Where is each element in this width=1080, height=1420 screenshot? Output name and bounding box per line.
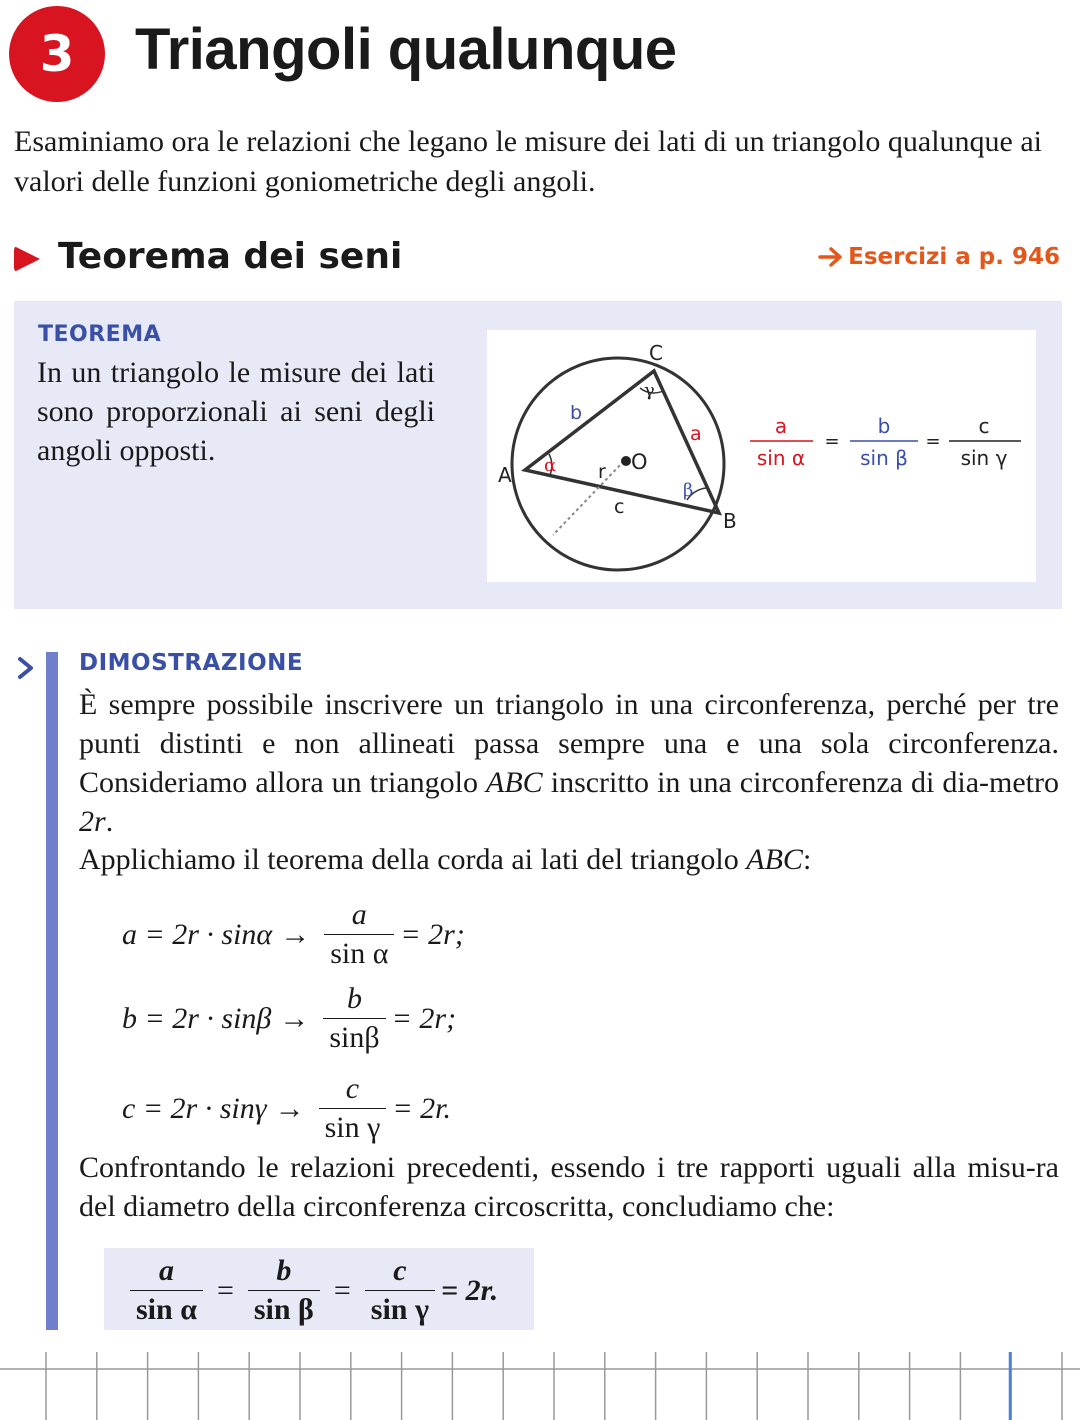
eq3-arrow: →: [274, 1091, 305, 1125]
demo-p2-abc: ABC: [746, 843, 803, 876]
arrow-right-icon: [818, 246, 844, 268]
final-den-b: sin β: [248, 1290, 320, 1327]
final-eq-2: =: [333, 1273, 351, 1307]
vertex-c-label: C: [649, 341, 663, 365]
demo-p1-a: È sempre possibile inscrivere un triangolo in una circonferenza, perché per tre punti distinti e non allineati passa sempre una e una sola circonferenza. Consideriamo allora un triangolo: [79, 688, 1059, 799]
formula-num-a: a: [774, 414, 788, 438]
final-frac-a: [130, 1254, 203, 1327]
demo-p1-b: inscritto in una circonferenza di dia-metro: [542, 766, 1059, 799]
demo-side-bar: [46, 652, 58, 1330]
chevron-right-icon: [16, 656, 36, 680]
eq1-fraction: [324, 898, 394, 971]
demo-p1-abc: ABC: [486, 766, 543, 799]
angle-beta-label: β: [683, 480, 694, 501]
theorem-text: In un triangolo le misure dei lati sono proporzionali ai seni degli angoli opposti.: [37, 356, 435, 467]
exercises-link-label: Esercizi a p. 946: [848, 244, 1060, 270]
eq3-fraction: [319, 1072, 387, 1145]
demo-p1-end: .: [105, 805, 114, 838]
demo-label: DIMOSTRAZIONE: [79, 650, 304, 676]
demo-paragraph-2: [79, 840, 1059, 879]
angle-gamma-label: γ: [644, 380, 655, 401]
final-num-c: c: [393, 1254, 407, 1287]
final-den-c: sin γ: [365, 1290, 435, 1327]
eq3-num: c: [345, 1072, 360, 1105]
eq2-arrow: →: [279, 1001, 310, 1035]
formula-num-c: c: [978, 414, 990, 438]
side-b-label: b: [570, 402, 583, 424]
side-a-label: a: [690, 423, 702, 445]
final-num-a: a: [158, 1254, 174, 1287]
intro-paragraph: Esaminiamo ora le relazioni che legano le misure dei lati di un triangolo qualunque ai valori delle funzioni goniometriche degli angoli.: [14, 125, 1042, 198]
circumcircle-diagram: [487, 330, 1036, 582]
subsection-title: Teorema dei seni: [58, 236, 403, 277]
final-formula: [124, 1254, 498, 1327]
side-c-label: c: [614, 496, 625, 518]
vertex-a-label: A: [498, 463, 512, 487]
eq1-arrow: →: [280, 917, 311, 951]
formula-den-b: sin β: [860, 446, 908, 470]
formula-den-c: sin γ: [960, 446, 1008, 470]
vertex-b-label: B: [723, 509, 737, 533]
ruler-grid: [0, 1352, 1080, 1420]
equation-row-3: [122, 1072, 451, 1145]
eq1-rhs: = 2r;: [400, 917, 465, 951]
section-title: Triangoli qualunque: [135, 17, 677, 82]
eq2-num: b: [347, 982, 363, 1015]
eq2-rhs: = 2r;: [391, 1001, 457, 1035]
eq2-fraction: [323, 982, 385, 1055]
angle-alpha-label: α: [544, 455, 557, 476]
figure-panel: [487, 330, 1036, 582]
final-eq-1: =: [216, 1273, 234, 1307]
final-rhs: = 2r.: [441, 1273, 499, 1307]
subsection-bullet-icon: [14, 246, 40, 272]
conclusion-paragraph: Confrontando le relazioni precedenti, essendo i tre rapporti uguali alla misu-ra del diametro della circonferenza circoscritta, concludiamo che:: [79, 1151, 1059, 1223]
radius-r-label: r: [598, 461, 606, 483]
eq2-lhs: b = 2r · sinβ: [122, 1001, 272, 1035]
equation-row-2: [122, 982, 456, 1055]
eq1-den: sin α: [324, 934, 394, 971]
formula-eq-1: =: [824, 431, 840, 452]
final-num-b: b: [276, 1254, 292, 1287]
demo-paragraph-1: [79, 685, 1059, 841]
demo-p1-2r: 2r: [79, 805, 106, 838]
eq3-lhs: c = 2r · sinγ: [122, 1091, 267, 1125]
eq1-lhs: a = 2r · sinα: [122, 917, 273, 951]
demo-p2-a: Applichiamo il teorema della corda ai lati del triangolo: [79, 843, 747, 876]
exercises-link[interactable]: [818, 244, 1060, 270]
center-o-label: O: [631, 450, 648, 474]
formula-den-a: sin α: [756, 446, 806, 470]
equation-row-1: [122, 898, 465, 971]
eq2-den: sinβ: [323, 1018, 385, 1055]
theorem-label: TEOREMA: [38, 322, 162, 347]
eq3-den: sin γ: [319, 1108, 387, 1145]
final-frac-c: [365, 1254, 435, 1327]
eq1-num: a: [351, 898, 367, 931]
demo-p2-end: :: [802, 843, 812, 876]
center-point: [621, 456, 631, 466]
final-den-a: sin α: [130, 1290, 203, 1327]
final-frac-b: [248, 1254, 320, 1327]
formula-eq-2: =: [925, 431, 941, 452]
formula-num-b: b: [877, 414, 891, 438]
eq3-rhs: = 2r.: [392, 1091, 451, 1125]
section-number-badge: 3: [9, 6, 105, 102]
